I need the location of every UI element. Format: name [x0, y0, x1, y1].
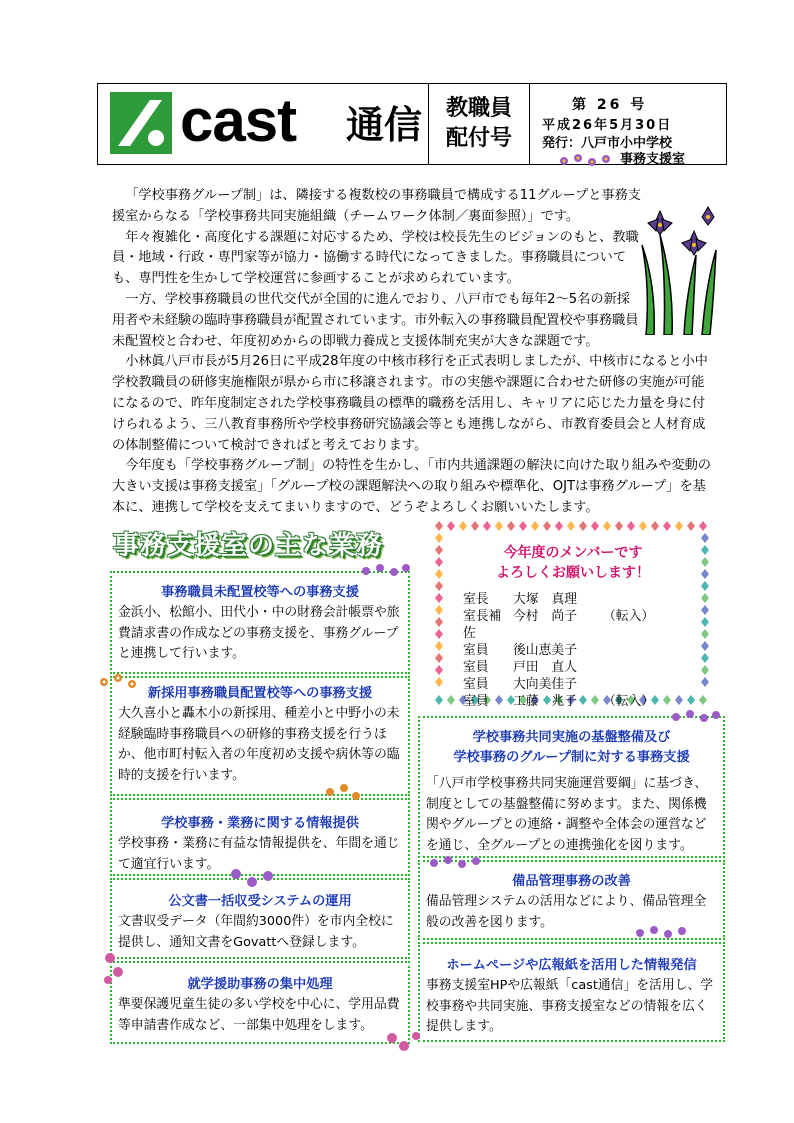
service-box-title: 事務職員未配置校等への事務支援: [161, 585, 359, 600]
flower-decoration-icon: [556, 150, 616, 172]
diamond-ornament: [435, 593, 443, 603]
logo-subtitle: 通信: [346, 102, 423, 147]
diamond-ornament: [663, 521, 671, 531]
diamond-ornament: [701, 653, 709, 663]
diamond-ornament: [519, 521, 527, 531]
diamond-ornament: [435, 629, 443, 639]
diamond-ornament: [639, 521, 647, 531]
diamond-ornament: [675, 521, 683, 531]
issue-number: 第 26 号: [572, 97, 648, 113]
service-box-title: 備品管理事務の改善: [512, 874, 631, 889]
edition-type-line2: 配付号: [445, 126, 512, 151]
logo-text: cast: [180, 87, 297, 154]
member-row: [463, 676, 654, 693]
flower-decoration-icon: [632, 922, 692, 944]
flower-decoration-icon: [100, 950, 130, 986]
flower-decoration-icon: [358, 560, 414, 582]
diamond-ornament: [627, 521, 635, 531]
diamond-ornament: [435, 557, 443, 567]
member-name: 後山恵美子: [513, 643, 577, 658]
diamond-ornament: [435, 533, 443, 543]
member-name: 戸田 直人: [513, 660, 577, 675]
flower-decoration-icon: [668, 706, 722, 728]
intro-paragraph: 年々複雑化・高度化する課題に対応するため、学校は校長先生のビジョンのもと、教職員・地域・行政・専門家等が協力・協働する時代になってきました。事務職員についても、専門性を生かして学校運営に参画することが求められています。: [112, 229, 639, 287]
member-role: 室員: [463, 694, 489, 709]
diamond-ornament: [507, 521, 515, 531]
service-box-body: 大久喜小と轟木小の新採用、種差小と中野小の未経験臨時事務職員への研修的事務支援を行うほか、他市町村転入者の年度初め支援や病休等の臨時的支援を行います。: [118, 706, 400, 783]
diamond-ornament: [701, 581, 709, 591]
logo-area: [98, 84, 429, 164]
flower-decoration-icon: [426, 852, 482, 874]
service-box: [418, 942, 725, 1042]
diamond-ornament: [701, 605, 709, 615]
iris-illustration-icon: [636, 205, 722, 335]
flower-decoration-icon: [226, 864, 278, 894]
diamond-ornament: [701, 641, 709, 651]
member-row: [463, 642, 654, 659]
cast-logo-icon: [110, 92, 172, 154]
service-box: [418, 716, 725, 858]
issue-date: 平成26年5月30日: [542, 118, 673, 133]
diamond-ornament: [591, 521, 599, 531]
intro-paragraph: 小林眞八戸市長が5月26日に平成28年度の中核市移行を正式表明しましたが、中核市になると小中学校教職員の研修実施権限が県から市に移譲されます。市の実態や課題に合わせた研修の実施が可能になるので、昨年度制定された学校事務職員の標準的職務を活用し、キャリアに応じた力量を身に付けられるよう、三八教育事務所や学校事務研究協議会等とも連携しながら、市教育委員会と人材育成の体制整備について検討できればと考えております。: [112, 354, 708, 453]
service-box-title: 就学援助事務の集中処理: [187, 977, 333, 992]
service-box: [110, 676, 410, 796]
diamond-ornament: [701, 533, 709, 543]
diamond-ornament: [435, 545, 443, 555]
flower-decoration-icon: [96, 670, 148, 694]
service-box-body: 「八戸市学校事務共同実施運営要綱」に基づき、制度としての基盤整備に努めます。また、関係機関やグループとの連絡・調整や全体会の運営などを通じ、全グループとの連携強化を図ります。: [426, 776, 708, 853]
member-note: [603, 676, 654, 693]
service-box-title: 新採用事務職員配置校等への事務支援: [147, 686, 373, 701]
service-box-title: 学校事務・業務に関する情報提供: [161, 816, 359, 831]
diamond-ornament: [435, 665, 443, 675]
service-box-title: ホームページや広報紙を活用した情報発信: [446, 958, 697, 973]
member-role: 室員: [463, 677, 489, 692]
intro-paragraph: 今年度も「学校事務グループ制」の特性を生かし、「市内共通課題の解決に向けた取り組みや変動の大きい支援は事務支援室」「グループ校の課題解決への取り組みや標準化、OJTは事務グループ」を基本に、連携して学校を支えてまいりますので、どうぞよろしくお願いいたします。: [112, 458, 711, 515]
diamond-ornament: [701, 545, 709, 555]
publisher: 発行：八戸市小中学校: [542, 136, 673, 151]
service-box-body: 学校事務・業務に有益な情報提供を、年間を通じて適宜行います。: [118, 836, 400, 872]
member-row: [463, 591, 654, 608]
diamond-ornament: [701, 593, 709, 603]
service-box: [110, 571, 410, 674]
diamond-ornament: [435, 569, 443, 579]
diamond-ornament: [701, 617, 709, 627]
member-role: 室長: [463, 592, 489, 607]
diamond-ornament: [687, 695, 695, 705]
diamond-ornament: [435, 653, 443, 663]
diamond-ornament: [435, 581, 443, 591]
service-box-title: 公文書一括収受システムの運用: [168, 894, 352, 909]
service-box-body: 金浜小、松館小、田代小・中の財務会計帳票や旅費請求書の作成などの事務支援を、事務グループと連携して行います。: [118, 605, 400, 661]
diamond-ornament: [699, 695, 707, 705]
intro-paragraph: 一方、学校事務職員の世代交代が全国的に進んでおり、八戸市でも毎年2～5名の新採用者や未経験の臨時事務職員が配置されています。市外転入の事務職員配置校や事務職員未配置校と合わせ、年度初めからの即戦力養成と支援体制充実が大きな課題です。: [112, 291, 639, 349]
diamond-ornament: [471, 521, 479, 531]
diamond-ornament: [495, 521, 503, 531]
diamond-ornament: [435, 605, 443, 615]
member-row: [463, 659, 654, 676]
diamond-ornament: [701, 629, 709, 639]
diamond-ornament: [615, 521, 623, 531]
member-list-title: よろしくお願いします！: [496, 565, 650, 581]
diamond-ornament: [687, 521, 695, 531]
member-name: 大塚 真理: [513, 592, 577, 607]
service-box-title: 学校事務のグループ制に対する事務支援: [453, 750, 690, 765]
diamond-ornament: [447, 521, 455, 531]
service-box: [110, 961, 410, 1044]
member-note: （転入）: [603, 694, 655, 709]
intro-text: [112, 186, 712, 519]
diamond-ornament: [435, 677, 443, 687]
diamond-ornament: [603, 521, 611, 531]
intro-paragraph: 「学校事務グループ制」は、隣接する複数校の事務職員で構成する11グループと事務支援室からなる「学校事務共同実施組織（チームワーク体制／裏面参照）」です。: [112, 188, 641, 224]
member-note: [603, 659, 654, 676]
service-box-body: 事務支援室HPや広報紙「cast通信」を活用し、学校事務や共同実施、事務支援室などの情報を広く提供します。: [426, 978, 714, 1034]
diamond-ornament: [701, 557, 709, 567]
edition-type: [429, 84, 530, 164]
service-box-title: 学校事務共同実施の基盤整備及び: [472, 730, 671, 745]
edition-type-line1: 教職員: [445, 96, 512, 121]
member-list-title: 今年度のメンバーです: [503, 545, 643, 561]
diamond-ornament: [579, 521, 587, 531]
service-box-body: 準要保護児童生徒の多い学校を中心に、学用品費等申請書作成など、一部集中処理をします。: [118, 997, 400, 1033]
member-row: [463, 693, 654, 710]
diamond-ornament: [701, 677, 709, 687]
diamond-ornament: [459, 521, 467, 531]
section-title: 事務支援室の主な業務: [113, 531, 384, 561]
member-table: [463, 591, 654, 710]
member-row: [463, 608, 654, 642]
masthead: [97, 83, 727, 165]
diamond-ornament: [435, 521, 443, 531]
flower-decoration-icon: [322, 780, 366, 804]
diamond-ornament: [435, 695, 443, 705]
member-note: （転入）: [603, 609, 655, 624]
member-list: [463, 543, 683, 710]
member-name: 工藤 兆子: [513, 694, 577, 709]
diamond-ornament: [699, 521, 707, 531]
diamond-ornament: [483, 521, 491, 531]
diamond-ornament: [435, 641, 443, 651]
publisher-office: 事務支援室: [620, 152, 686, 167]
member-note: [603, 591, 654, 608]
service-box-body: 備品管理システムの活用などにより、備品管理全般の改善を図ります。: [426, 894, 707, 930]
diamond-ornament: [435, 617, 443, 627]
member-name: 今村 尚子: [513, 609, 577, 624]
diamond-ornament: [567, 521, 575, 531]
diamond-ornament: [447, 695, 455, 705]
diamond-ornament: [555, 521, 563, 531]
flower-decoration-icon: [384, 1028, 424, 1056]
diamond-ornament: [543, 521, 551, 531]
member-role: 室員: [463, 643, 489, 658]
member-name: 大向美佳子: [513, 677, 577, 692]
service-box-body: 文書収受データ（年間約3000件）を市内全校に提供し、通知文書をGovattへ登録します。: [118, 914, 394, 950]
diamond-ornament: [531, 521, 539, 531]
member-role: 室長補佐: [463, 609, 502, 641]
diamond-ornament: [701, 665, 709, 675]
member-role: 室員: [463, 660, 489, 675]
diamond-ornament: [701, 569, 709, 579]
diamond-ornament: [651, 521, 659, 531]
member-note: [603, 642, 654, 659]
